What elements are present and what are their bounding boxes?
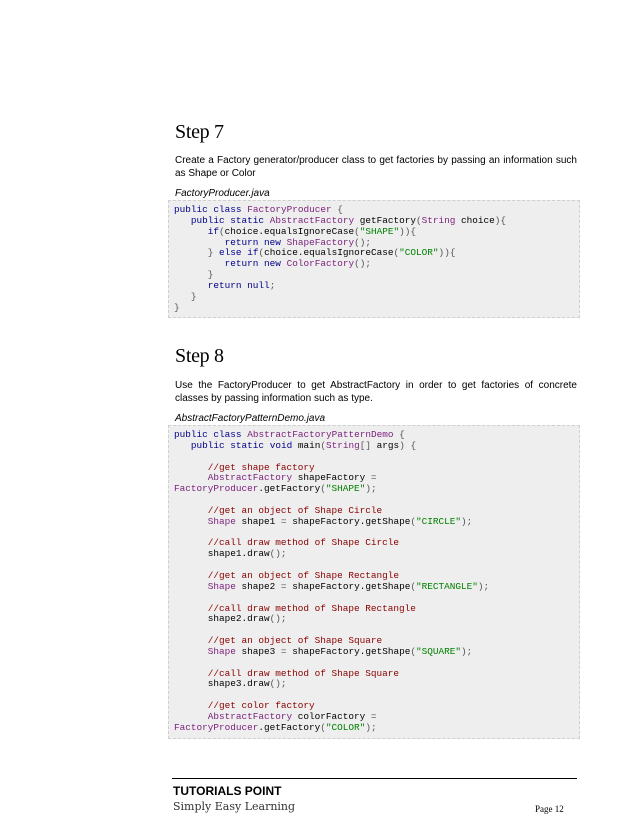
code-line: public static AbstractFactory getFactory(String choice){: [190, 214, 507, 226]
code-line: //call draw method of Shape Rectangle: [207, 602, 416, 614]
step8-heading: Step 8: [175, 345, 224, 367]
code-line: }: [207, 269, 214, 281]
code-line: public static void main(String[] args) {: [190, 439, 417, 451]
code-line: //call draw method of Shape Square: [207, 667, 400, 679]
code-line: }: [174, 301, 180, 313]
step7-paragraph: Create a Factory generator/producer class to get factories by passing an information such as Shape or Color: [175, 155, 577, 179]
code-line: //get an object of Shape Square: [207, 635, 383, 647]
code-line: AbstractFactory colorFactory =: [207, 710, 377, 722]
step8-code-block: [168, 425, 580, 739]
step7-code-block: [168, 200, 580, 318]
footer-divider: [172, 778, 577, 779]
code-line: return null;: [207, 279, 276, 291]
code-line: return new ColorFactory();: [224, 258, 372, 270]
code-line: shape3.draw();: [174, 678, 287, 690]
page-number: Page 12: [535, 804, 564, 814]
code-line: public class AbstractFactoryPatternDemo {: [174, 429, 405, 440]
step7-filename: FactoryProducer.java: [175, 188, 270, 199]
step7-heading: Step 7: [175, 121, 224, 143]
code-line: public class FactoryProducer {: [174, 204, 343, 215]
code-line: } else if(choice.equalsIgnoreCase("COLOR")){: [207, 247, 456, 259]
footer-tagline: Simply Easy Learning: [173, 800, 296, 813]
code-line: //get shape factory: [207, 461, 315, 473]
step8-paragraph: Use the FactoryProducer to get AbstractFactory in order to get factories of concrete classes by passing information such as type.: [175, 380, 577, 404]
code-line: FactoryProducer.getFactory("COLOR");: [174, 721, 377, 733]
code-line: AbstractFactory shapeFactory =: [207, 472, 377, 484]
code-line: Shape shape3 = shapeFactory.getShape("SQUARE");: [207, 645, 473, 657]
code-line: if(choice.equalsIgnoreCase("SHAPE")){: [207, 225, 417, 237]
code-line: FactoryProducer.getFactory("SHAPE");: [174, 483, 377, 495]
code-line: //get color factory: [207, 700, 315, 712]
code-line: return new ShapeFactory();: [224, 236, 372, 248]
code-line: }: [190, 290, 197, 302]
code-line: Shape shape1 = shapeFactory.getShape("CIRCLE");: [207, 515, 473, 527]
code-line: //call draw method of Shape Circle: [207, 537, 400, 549]
code-line: //get an object of Shape Rectangle: [207, 569, 400, 581]
code-line: Shape shape2 = shapeFactory.getShape("RECTANGLE");: [207, 580, 490, 592]
footer-title: TUTORIALS POINT: [173, 784, 282, 798]
step8-filename: AbstractFactoryPatternDemo.java: [175, 413, 326, 424]
code-line: shape1.draw();: [174, 548, 287, 560]
code-line: shape2.draw();: [174, 613, 287, 625]
code-line: //get an object of Shape Circle: [207, 504, 383, 516]
